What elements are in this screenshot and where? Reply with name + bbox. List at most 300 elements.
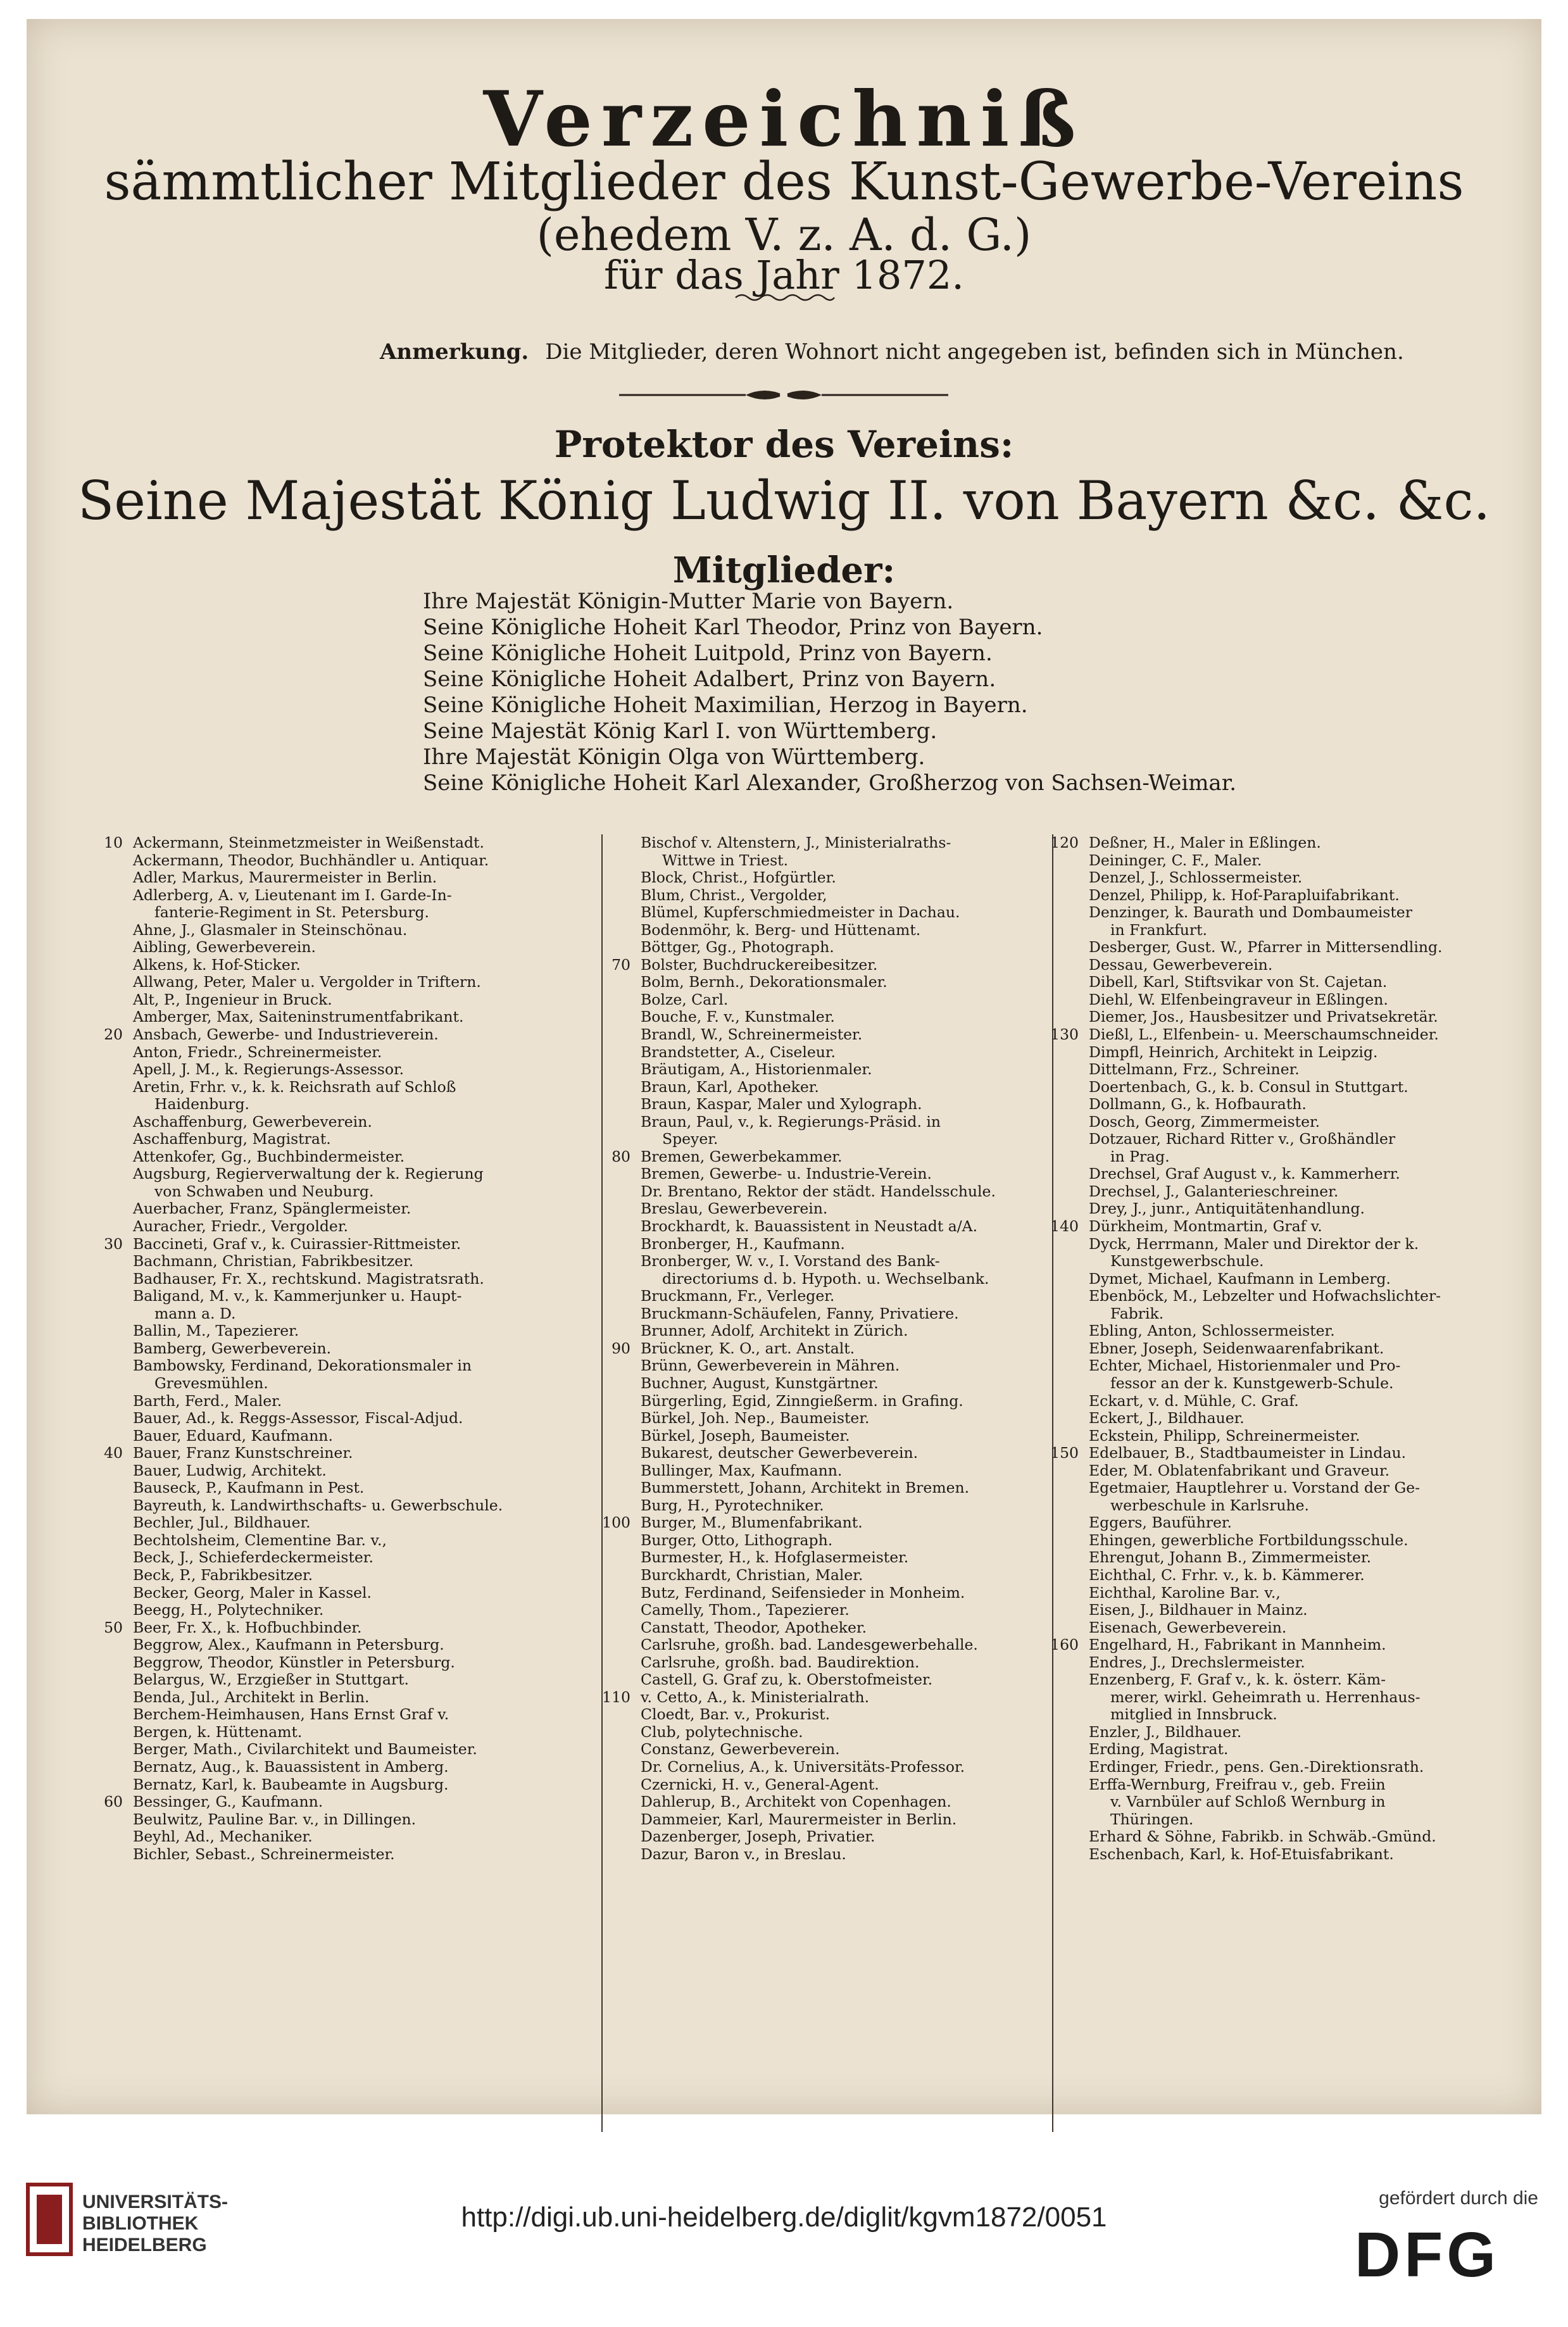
entry-text: Bürkel, Joseph, Baumeister. <box>641 1426 850 1445</box>
entry-text: Enzenberg, F. Graf v., k. k. österr. Käm- <box>1089 1671 1386 1689</box>
entry-number: 30 <box>104 1234 123 1253</box>
entry-text: Breslau, Gewerbeverein. <box>641 1200 828 1218</box>
entry-text: Bauer, Franz Kunstschreiner. <box>133 1444 353 1462</box>
member-entry <box>104 1234 576 1253</box>
entry-text: Bernatz, Karl, k. Baubeamte in Augsburg. <box>133 1775 449 1793</box>
member-entry <box>133 1183 576 1201</box>
entry-number: 40 <box>104 1444 123 1462</box>
entry-text: Bukarest, deutscher Gewerbeverein. <box>641 1444 919 1462</box>
entry-text: Bessinger, G., Kaufmann. <box>133 1793 323 1811</box>
member-entry <box>641 1253 1065 1270</box>
entry-text: in Prag. <box>1110 1147 1170 1165</box>
entry-text: Eckert, J., Bildhauer. <box>1089 1409 1245 1427</box>
entry-text: Bichler, Sebast., Schreinermeister. <box>133 1845 395 1863</box>
column-rule <box>601 834 603 2132</box>
member-entry <box>133 1514 576 1532</box>
entry-text: Castell, G. Graf zu, k. Oberstofmeister. <box>641 1671 933 1689</box>
member-entry <box>1089 1741 1519 1759</box>
entry-text: Bremen, Gewerbe- u. Industrie-Verein. <box>641 1165 932 1183</box>
entry-number: 50 <box>104 1618 123 1636</box>
member-entry <box>641 1654 1065 1672</box>
member-entry <box>1089 922 1519 939</box>
member-entry <box>641 1218 1065 1236</box>
entry-text: Eschenbach, Karl, k. Hof-Etuisfabrikant. <box>1089 1845 1394 1863</box>
entry-text: Brünn, Gewerbeverein in Mähren. <box>641 1357 900 1375</box>
royal-member: Seine Majestät König Karl I. von Württemberg. <box>423 718 938 744</box>
entry-text: Bürkel, Joh. Nep., Baumeister. <box>641 1409 870 1427</box>
entry-number: 160 <box>1050 1636 1079 1654</box>
entry-text: Dazenberger, Joseph, Privatier. <box>641 1828 875 1846</box>
year-line: für das Jahr 1872. <box>604 252 964 298</box>
entry-text: Bechtolsheim, Clementine Bar. v., <box>133 1531 387 1549</box>
entry-text: Ehrengut, Johann B., Zimmermeister. <box>1089 1548 1372 1567</box>
entry-text: Constanz, Gewerbeverein. <box>641 1740 840 1759</box>
member-entry <box>1089 1602 1519 1619</box>
entry-text: Diemer, Jos., Hausbesitzer und Privatsekretär. <box>1089 1008 1438 1026</box>
entry-text: Burmester, H., k. Hofglasermeister. <box>641 1548 909 1567</box>
entry-text: Dollmann, G., k. Hofbaurath. <box>1089 1095 1307 1113</box>
entry-text: Barth, Ferd., Maler. <box>133 1391 282 1410</box>
entry-text: Bürgerling, Egid, Zinngießerm. in Grafing. <box>641 1391 963 1410</box>
member-entry <box>133 1828 576 1846</box>
former-name: (ehedem V. z. A. d. G.) <box>536 209 1032 261</box>
member-entry <box>1089 1183 1519 1201</box>
entry-text: Becker, Georg, Maler in Kassel. <box>133 1583 372 1602</box>
member-entry <box>133 1305 576 1323</box>
entry-number: 130 <box>1050 1026 1079 1044</box>
entry-text: Bummerstett, Johann, Architekt in Bremen. <box>641 1479 970 1497</box>
wave-ornament <box>734 291 836 304</box>
entry-text: Diehl, W. Elfenbeingraveur in Eßlingen. <box>1089 990 1388 1008</box>
entry-text: Drechsel, J., Galanterieschreiner. <box>1089 1182 1339 1200</box>
entry-text: Dittelmann, Frz., Schreiner. <box>1089 1060 1300 1079</box>
member-entry <box>641 922 1065 939</box>
member-entry <box>133 1427 576 1445</box>
member-entry <box>1050 834 1519 852</box>
member-entry <box>641 1636 1065 1654</box>
entry-text: Cloedt, Bar. v., Prokurist. <box>641 1705 831 1724</box>
entry-text: Ebner, Joseph, Seidenwaarenfabrikant. <box>1089 1339 1384 1357</box>
entry-text: Eichthal, Karoline Bar. v., <box>1089 1583 1281 1602</box>
member-entry <box>1050 1217 1519 1236</box>
member-entry <box>1089 1148 1519 1166</box>
member-entry <box>641 1200 1065 1218</box>
entry-text: Attenkofer, Gg., Buchbindermeister. <box>133 1147 405 1165</box>
member-entry <box>1050 1444 1519 1462</box>
member-entry <box>133 974 576 991</box>
entry-text: Desberger, Gust. W., Pfarrer in Mittersendling. <box>1089 938 1443 957</box>
member-entry <box>133 1393 576 1410</box>
entry-text: Grevesmühlen. <box>154 1374 268 1392</box>
entry-text: Dosch, Georg, Zimmermeister. <box>1089 1112 1320 1131</box>
member-entry <box>133 1410 576 1427</box>
entry-text: Ackermann, Theodor, Buchhändler u. Antiquar. <box>133 851 489 869</box>
member-column-2 <box>602 834 1065 1863</box>
member-entry <box>1089 1375 1519 1393</box>
member-entry <box>133 1044 576 1062</box>
member-entry <box>641 1619 1065 1637</box>
entry-text: Eichthal, C. Frhr. v., k. b. Kämmerer. <box>1089 1565 1365 1584</box>
entry-text: Eisenach, Gewerbeverein. <box>1089 1618 1287 1636</box>
member-entry <box>612 1339 1065 1358</box>
member-entry <box>612 1147 1065 1166</box>
entry-text: Wittwe in Triest. <box>662 851 789 869</box>
entry-text: Bodenmöhr, k. Berg- und Hüttenamt. <box>641 920 921 939</box>
entry-text: Edelbauer, B., Stadtbaumeister in Lindau. <box>1089 1444 1407 1462</box>
member-entry <box>1089 1096 1519 1113</box>
member-entry <box>1089 1340 1519 1358</box>
member-entry <box>641 1288 1065 1305</box>
member-entry <box>133 869 576 887</box>
funding-caption: gefördert durch die <box>1379 2188 1538 2209</box>
member-entry <box>1089 887 1519 905</box>
entry-text: Eckstein, Philipp, Schreinermeister. <box>1089 1426 1360 1445</box>
entry-text: Bronberger, H., Kaufmann. <box>641 1234 845 1253</box>
member-entry <box>133 1131 576 1148</box>
entry-text: Beggrow, Alex., Kaufmann in Petersburg. <box>133 1636 444 1654</box>
member-entry <box>1089 1008 1519 1026</box>
member-entry <box>1089 1462 1519 1480</box>
member-entry <box>641 1828 1065 1846</box>
member-entry <box>641 1079 1065 1096</box>
member-entry <box>1050 1636 1519 1654</box>
member-entry <box>612 955 1065 974</box>
entry-text: Eggers, Bauführer. <box>1089 1514 1232 1532</box>
member-entry <box>1089 869 1519 887</box>
entry-text: Augsburg, Regierverwaltung der k. Regierung <box>133 1165 484 1183</box>
entry-text: Baccineti, Graf v., k. Cuirassier-Rittmeister. <box>133 1234 461 1253</box>
entry-text: mann a. D. <box>154 1304 236 1322</box>
library-line: BIBLIOTHEK <box>82 2213 199 2234</box>
member-entry <box>133 1288 576 1305</box>
entry-text: Aschaffenburg, Gewerbeverein. <box>133 1112 372 1131</box>
member-entry <box>1089 1532 1519 1550</box>
entry-text: Anton, Friedr., Schreinermeister. <box>133 1043 382 1061</box>
member-entry <box>641 1497 1065 1515</box>
entry-text: Burg, H., Pyrotechniker. <box>641 1496 824 1514</box>
entry-text: Auerbacher, Franz, Spänglermeister. <box>133 1200 411 1218</box>
entry-text: von Schwaben und Neuburg. <box>154 1182 374 1200</box>
member-entry <box>133 1497 576 1515</box>
member-entry <box>641 991 1065 1009</box>
entry-text: Bauer, Eduard, Kaufmann. <box>133 1426 333 1445</box>
member-entry <box>1089 1497 1519 1515</box>
entry-text: Ahne, J., Glasmaler in Steinschönau. <box>133 920 408 939</box>
member-entry <box>133 1846 576 1864</box>
entry-number: 10 <box>104 834 123 851</box>
member-entry <box>1089 1584 1519 1602</box>
member-entry <box>1089 1514 1519 1532</box>
member-entry <box>1089 991 1519 1009</box>
royal-members-list <box>423 589 1322 796</box>
entry-text: Bullinger, Max, Kaufmann. <box>641 1461 843 1479</box>
member-entry <box>641 1549 1065 1567</box>
entry-text: Aretin, Frhr. v., k. k. Reichsrath auf Schloß <box>133 1077 456 1096</box>
member-entry <box>133 1724 576 1741</box>
library-line: HEIDELBERG <box>82 2235 207 2255</box>
entry-text: Erhard & Söhne, Fabrikb. in Schwäb.-Gmünd. <box>1089 1828 1436 1846</box>
entry-text: Denzinger, k. Baurath und Dombaumeister <box>1089 903 1412 922</box>
entry-text: Engelhard, H., Fabrikant in Mannheim. <box>1089 1636 1386 1654</box>
member-entry <box>641 1706 1065 1724</box>
entry-text: Kunstgewerbschule. <box>1110 1252 1264 1270</box>
entry-text: Bambowsky, Ferdinand, Dekorationsmaler in <box>133 1357 472 1375</box>
entry-text: Auracher, Friedr., Vergolder. <box>133 1217 348 1236</box>
member-entry <box>1089 1322 1519 1340</box>
protector-label: Protektor des Vereins: <box>554 423 1014 466</box>
entry-text: directoriums d. b. Hypoth. u. Wechselbank. <box>662 1269 989 1288</box>
royal-member: Ihre Majestät Königin Olga von Württemberg. <box>423 744 925 770</box>
entry-number: 140 <box>1050 1217 1079 1236</box>
member-entry <box>641 887 1065 905</box>
entry-text: Bamberg, Gewerbeverein. <box>133 1339 332 1357</box>
member-entry <box>1089 957 1519 974</box>
entry-text: fanterie-Regiment in St. Petersburg. <box>154 903 430 922</box>
entry-text: Bachmann, Christian, Fabrikbesitzer. <box>133 1252 414 1270</box>
entry-text: Doertenbach, G., k. b. Consul in Stuttgart. <box>1089 1077 1408 1096</box>
member-entry <box>133 1322 576 1340</box>
member-entry <box>1089 1393 1519 1410</box>
entry-text: Bauer, Ludwig, Architekt. <box>133 1461 327 1479</box>
member-entry <box>1089 1549 1519 1567</box>
entry-text: Baligand, M. v., k. Kammerjunker u. Haupt- <box>133 1287 462 1305</box>
member-entry <box>1089 1288 1519 1305</box>
entry-text: Brandl, W., Schreinermeister. <box>641 1026 863 1044</box>
entry-number: 120 <box>1050 834 1079 851</box>
entry-text: Badhauser, Fr. X., rechtskund. Magistratsrath. <box>133 1269 484 1288</box>
member-entry <box>641 1131 1065 1148</box>
entry-text: Belargus, W., Erzgießer in Stuttgart. <box>133 1671 410 1689</box>
member-entry <box>1089 974 1519 991</box>
member-column-1 <box>104 834 576 1863</box>
member-entry <box>641 974 1065 991</box>
entry-text: Dammeier, Karl, Maurermeister in Berlin. <box>641 1810 957 1828</box>
member-entry <box>641 904 1065 922</box>
member-entry <box>1089 1236 1519 1253</box>
member-entry <box>641 1584 1065 1602</box>
entry-text: Blum, Christ., Vergolder, <box>641 886 827 904</box>
member-entry <box>133 1567 576 1584</box>
entry-text: Egetmaier, Hauptlehrer u. Vorstand der Ge- <box>1089 1479 1421 1497</box>
member-entry <box>1089 1479 1519 1497</box>
entry-text: Burger, M., Blumenfabrikant. <box>641 1514 863 1532</box>
entry-text: Beer, Fr. X., k. Hofbuchbinder. <box>133 1618 362 1636</box>
member-entry <box>1089 1305 1519 1323</box>
entry-text: Fabrik. <box>1110 1304 1164 1322</box>
member-entry <box>641 1793 1065 1811</box>
library-line: UNIVERSITÄTS- <box>82 2192 229 2212</box>
entry-text: werbeschule in Karlsruhe. <box>1110 1496 1309 1514</box>
member-entry <box>1089 904 1519 922</box>
note-label: Anmerkung. <box>380 339 529 365</box>
entry-text: Dymet, Michael, Kaufmann in Lemberg. <box>1089 1269 1391 1288</box>
member-entry <box>1089 1131 1519 1148</box>
entry-number: 110 <box>602 1688 630 1706</box>
member-entry <box>641 1811 1065 1829</box>
member-entry <box>133 904 576 922</box>
member-entry <box>641 1462 1065 1480</box>
entry-text: Bolm, Bernh., Dekorationsmaler. <box>641 973 887 991</box>
entry-text: Deßner, H., Maler in Eßlingen. <box>1089 834 1321 851</box>
member-entry <box>133 922 576 939</box>
entry-text: Blümel, Kupferschmiedmeister in Dachau. <box>641 903 960 922</box>
member-entry <box>641 1724 1065 1741</box>
member-entry <box>641 1671 1065 1689</box>
member-entry <box>1089 1671 1519 1689</box>
entry-text: Dimpfl, Heinrich, Architekt in Leipzig. <box>1089 1043 1378 1061</box>
member-entry <box>1089 1270 1519 1288</box>
entry-text: Ebenböck, M., Lebzelter und Hofwachslichter- <box>1089 1287 1441 1305</box>
member-entry <box>641 1113 1065 1131</box>
member-entry <box>641 1183 1065 1201</box>
entry-text: Beck, J., Schieferdeckermeister. <box>133 1548 373 1567</box>
source-url[interactable]: http://digi.ub.uni-heidelberg.de/diglit/kgvm1872/0051 <box>461 2202 1107 2233</box>
member-entry <box>133 1776 576 1794</box>
entry-text: Ackermann, Steinmetzmeister in Weißenstadt. <box>133 834 484 851</box>
royal-member: Seine Königliche Hoheit Adalbert, Prinz von Bayern. <box>423 667 996 692</box>
member-entry <box>133 1148 576 1166</box>
member-entry <box>133 1741 576 1759</box>
member-entry <box>641 1393 1065 1410</box>
member-entry <box>641 1270 1065 1288</box>
entry-text: Beggrow, Theodor, Künstler in Petersburg. <box>133 1653 455 1671</box>
page-title: Verzeichniß <box>483 75 1085 164</box>
member-entry <box>1089 1165 1519 1183</box>
member-entry <box>133 1165 576 1183</box>
entry-text: Beegg, H., Polytechniker. <box>133 1601 324 1619</box>
entry-text: Denzel, Philipp, k. Hof-Parapluifabrikant. <box>1089 886 1400 904</box>
member-entry <box>104 1618 576 1637</box>
member-entry <box>1089 1846 1519 1864</box>
member-entry <box>133 1061 576 1079</box>
member-entry <box>133 1113 576 1131</box>
entry-text: Echter, Michael, Historienmaler und Pro- <box>1089 1357 1401 1375</box>
entry-text: Butz, Ferdinand, Seifensieder in Monheim. <box>641 1583 965 1602</box>
entry-text: Braun, Kaspar, Maler und Xylograph. <box>641 1095 922 1113</box>
entry-text: Braun, Paul, v., k. Regierungs-Präsid. in <box>641 1112 941 1131</box>
entry-number: 90 <box>612 1339 630 1357</box>
member-entry <box>1089 1706 1519 1724</box>
member-entry <box>641 1096 1065 1113</box>
entry-text: Dießl, L., Elfenbein- u. Meerschaumschneider. <box>1089 1026 1439 1044</box>
entry-text: in Frankfurt. <box>1110 920 1208 939</box>
royal-member: Seine Königliche Hoheit Karl Alexander, Großherzog von Sachsen-Weimar. <box>423 770 1237 796</box>
member-entry <box>641 1602 1065 1619</box>
member-entry <box>641 1410 1065 1427</box>
member-entry <box>641 1044 1065 1062</box>
member-column-3 <box>1050 834 1519 1863</box>
entry-number: 100 <box>602 1514 630 1532</box>
member-entry <box>641 869 1065 887</box>
entry-text: Berchem-Heimhausen, Hans Ernst Graf v. <box>133 1705 449 1724</box>
member-entry <box>1089 1619 1519 1637</box>
entry-text: Dr. Cornelius, A., k. Universitäts-Professor. <box>641 1757 965 1776</box>
member-entry <box>133 1270 576 1288</box>
member-entry <box>641 1305 1065 1323</box>
entry-text: Bruckmann-Schäufelen, Fanny, Privatiere. <box>641 1304 959 1322</box>
member-entry <box>133 1759 576 1776</box>
member-entry <box>641 1061 1065 1079</box>
member-entry <box>641 1427 1065 1445</box>
member-entry <box>641 1479 1065 1497</box>
entry-text: v. Varnbüler auf Schloß Wernburg in <box>1110 1793 1386 1811</box>
member-entry <box>133 1462 576 1480</box>
entry-text: Bruckmann, Fr., Verleger. <box>641 1287 835 1305</box>
member-entry <box>1089 1567 1519 1584</box>
member-entry <box>133 1253 576 1270</box>
entry-text: Aibling, Gewerbeverein. <box>133 938 317 957</box>
member-entry <box>641 852 1065 870</box>
entry-text: Brunner, Adolf, Architekt in Zürich. <box>641 1322 908 1340</box>
entry-text: Beck, P., Fabrikbesitzer. <box>133 1565 313 1584</box>
member-entry <box>1089 1811 1519 1829</box>
member-entry <box>1089 939 1519 957</box>
member-entry <box>641 1776 1065 1794</box>
entry-text: Adler, Markus, Maurermeister in Berlin. <box>133 869 437 887</box>
page-subtitle: sämmtlicher Mitglieder des Kunst-Gewerbe-Vereins <box>104 152 1464 212</box>
member-entry <box>133 1549 576 1567</box>
member-entry <box>133 1602 576 1619</box>
divider-ornament <box>619 384 948 406</box>
entry-text: Eder, M. Oblatenfabrikant und Graveur. <box>1089 1461 1390 1479</box>
entry-text: Bouche, F. v., Kunstmaler. <box>641 1008 835 1026</box>
member-entry <box>641 1322 1065 1340</box>
royal-member: Ihre Majestät Königin-Mutter Marie von Bayern. <box>423 589 954 614</box>
member-entry <box>133 1200 576 1218</box>
entry-text: Carlsruhe, großh. bad. Landesgewerbehalle. <box>641 1636 978 1654</box>
entry-text: Dürkheim, Montmartin, Graf v. <box>1089 1217 1322 1236</box>
member-entry <box>133 1340 576 1358</box>
entry-text: fessor an der k. Kunstgewerb-Schule. <box>1110 1374 1394 1392</box>
member-entry <box>133 957 576 974</box>
member-entry <box>641 1375 1065 1393</box>
member-entry <box>133 1706 576 1724</box>
member-entry <box>1089 852 1519 870</box>
royal-member: Seine Königliche Hoheit Karl Theodor, Prinz von Bayern. <box>423 615 1043 640</box>
entry-text: Bräutigam, A., Historienmaler. <box>641 1060 872 1079</box>
entry-text: Bronberger, W. v., I. Vorstand des Bank- <box>641 1252 940 1270</box>
member-entry <box>104 1793 576 1811</box>
entry-text: Burckhardt, Christian, Maler. <box>641 1565 863 1584</box>
royal-member: Seine Königliche Hoheit Luitpold, Prinz von Bayern. <box>423 641 993 666</box>
member-entry <box>641 834 1065 852</box>
member-entry <box>641 1236 1065 1253</box>
protector-name: Seine Majestät König Ludwig II. von Bayern &c. &c. <box>77 470 1491 532</box>
entry-text: Block, Christ., Hofgürtler. <box>641 869 836 887</box>
entry-text: Bechler, Jul., Bildhauer. <box>133 1514 311 1532</box>
entry-text: Dyck, Herrmann, Maler und Direktor der k. <box>1089 1234 1419 1253</box>
entry-text: Haidenburg. <box>154 1095 250 1113</box>
member-entry <box>641 1357 1065 1375</box>
entry-text: Amberger, Max, Saiteninstrumentfabrikant. <box>133 1008 464 1026</box>
member-entry <box>1089 1061 1519 1079</box>
entry-text: Camelly, Thom., Tapezierer. <box>641 1601 850 1619</box>
member-entry <box>104 1444 576 1462</box>
entry-text: Alt, P., Ingenieur in Bruck. <box>133 990 332 1008</box>
member-entry <box>1089 1044 1519 1062</box>
entry-text: Benda, Jul., Architekt in Berlin. <box>133 1688 370 1706</box>
entry-text: Dessau, Gewerbeverein. <box>1089 955 1273 974</box>
member-entry <box>133 1584 576 1602</box>
footer-bar <box>0 2140 1568 2327</box>
entry-text: Bolster, Buchdruckereibesitzer. <box>641 955 878 974</box>
entry-text: Burger, Otto, Lithograph. <box>641 1531 833 1549</box>
member-entry <box>1089 1200 1519 1218</box>
member-entry <box>641 1445 1065 1462</box>
entry-text: Endres, J., Drechslermeister. <box>1089 1653 1305 1671</box>
member-entry <box>133 1375 576 1393</box>
entry-text: Braun, Karl, Apotheker. <box>641 1077 819 1096</box>
